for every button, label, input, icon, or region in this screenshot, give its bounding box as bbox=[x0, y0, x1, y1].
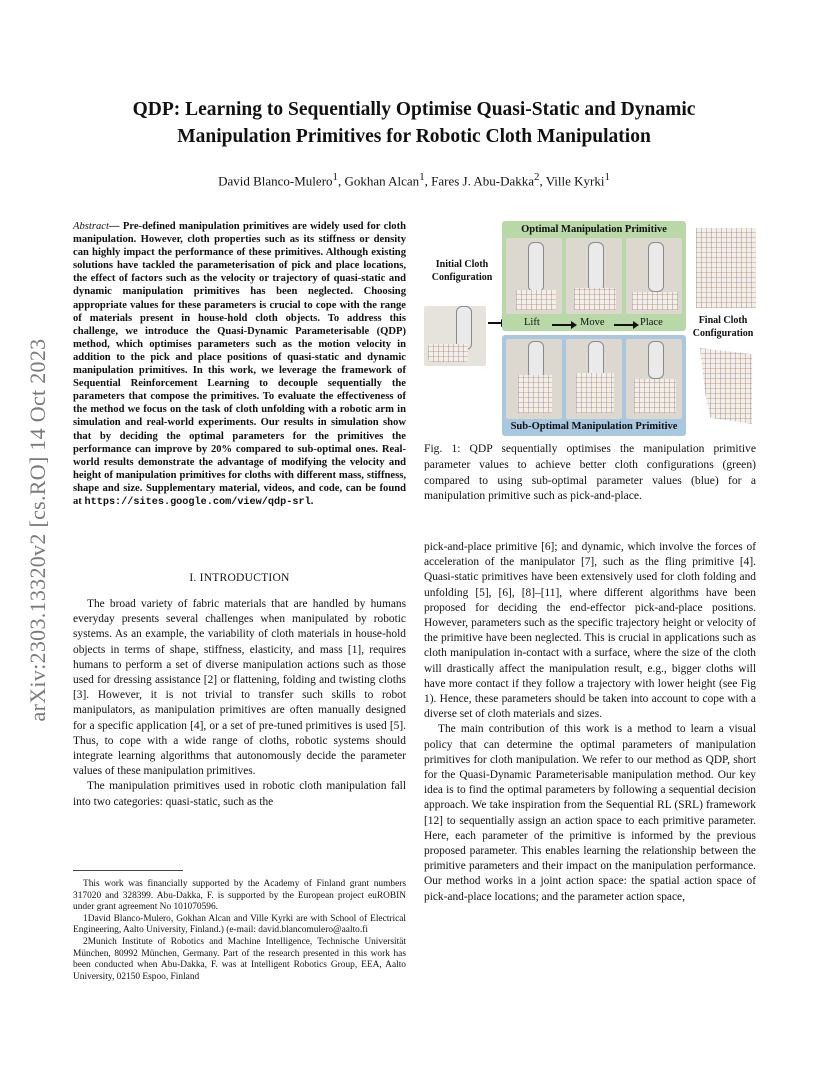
footnote-affiliation-1: 1David Blanco-Mulero, Gokhan Alcan and Ville Kyrki are with School of Electrical Engineering, Aalto University, Finland.) (e-mail: david.blancomulero@aalto.fi bbox=[73, 913, 406, 936]
arrow-icon bbox=[488, 322, 502, 324]
step-move: Move bbox=[580, 317, 605, 328]
arxiv-sidebar bbox=[18, 290, 58, 770]
final-cloth-optimal bbox=[696, 228, 756, 308]
paper-title bbox=[60, 96, 768, 150]
suboptimal-panel bbox=[502, 335, 686, 436]
final-config-label: Final Cloth Configuration bbox=[692, 315, 754, 339]
author-name: Fares J. Abu-Dakka bbox=[431, 173, 535, 189]
optimal-frame-lift bbox=[506, 238, 562, 314]
author-affiliation: 1 bbox=[604, 171, 610, 183]
author-affiliation: 1 bbox=[419, 171, 425, 183]
abstract-lead: Abstract bbox=[73, 221, 109, 232]
footnote-divider bbox=[73, 870, 183, 871]
figure-1-caption: Fig. 1: QDP sequentially optimises the manipulation primitive parameter values to achieve better cloth configurations (green) compared to using sub-optimal parameter values (blue) for a manipulation primitive such as pick-and-place. bbox=[424, 442, 756, 503]
body-paragraph: pick-and-place primitive [6]; and dynamic, which involve the forces of acceleration of the manipulator [7], such as the fling primitive [4]. Quasi-static primitives have been extensively used for cloth folding and unfolding [5], [6], [8]–[11], where different algorithms have been proposed for deciding the end-effector pick-and-place positions. However, parameters such as the specific trajectory height or velocity of the primitive have been neglected. This is crucial in applications such as cloth manipulation in-contact with a surface, where the size of the cloth will drastically affect the manipulation result, e.g., bigger cloths will have more contact if they follow a trajectory with lower height (see Fig 1). Hence, these parameters should be taken into account to cope with a diverse set of cloth materials and sizes. bbox=[424, 541, 756, 721]
optimal-panel bbox=[502, 221, 686, 331]
author-name: David Blanco-Mulero bbox=[218, 173, 333, 189]
suboptimal-frame-lift bbox=[506, 339, 562, 419]
supplementary-link[interactable]: https://sites.google.com/view/qdp-srl bbox=[84, 496, 311, 508]
right-column-text bbox=[424, 540, 756, 905]
abstract: Abstract— Pre-defined manipulation primitives are widely used for cloth manipulation. However, cloth properties such as its stiffness or density can highly impact the performance of these primitives. Although existing solutions have tackled the parameterisation of pick and place locations, the effect of factors such as the velocity or trajectory of quasi-static and dynamic manipulation primitives has been neglected. Choosing appropriate values for these parameters is crucial to cope with the range of materials present in house-hold cloth objects. To address this challenge, we introduce the Quasi-Dynamic Parameterisable (QDP) method, which optimises parameters such as the motion velocity in addition to the pick and place positions of quasi-static and dynamic manipulation primitives. In this work, we leverage the framework of Sequential Reinforcement Learning to decouple sequentially the parameters that compose the primitives. To evaluate the effectiveness of the method we focus on the task of cloth unfolding with a robotic arm in simulation and real-world experiments. Our results in simulation show that by deciding the optimal parameters for the primitives the performance can improve by 20% compared to sub-optimal ones. Real-world results demonstrate the advantage of modifying the velocity and height of manipulation primitives for cloths with different mass, stiffness, shape and size. Supplementary material, videos, and code, can be found at https://sites.google.com/view/qdp-srl. bbox=[73, 221, 406, 508]
intro-paragraph: The manipulation primitives used in robotic cloth manipulation fall into two categories: quasi-static, such as the bbox=[73, 780, 406, 808]
step-lift: Lift bbox=[524, 317, 540, 328]
author-affiliation: 1 bbox=[332, 171, 338, 183]
step-place: Place bbox=[640, 317, 663, 328]
suboptimal-frame-move bbox=[566, 339, 622, 419]
final-cloth-suboptimal bbox=[700, 348, 752, 424]
arxiv-identifier: arXiv:2303.13320v2 [cs.RO] 14 Oct 2023 bbox=[25, 338, 50, 722]
initial-config-photo bbox=[424, 306, 486, 366]
author-name: Gokhan Alcan bbox=[344, 173, 420, 189]
figure-1 bbox=[424, 218, 760, 436]
optimal-panel-title: Optimal Manipulation Primitive bbox=[521, 224, 667, 235]
author-name: Ville Kyrki bbox=[545, 173, 605, 189]
author-affiliation: 2 bbox=[534, 171, 540, 183]
suboptimal-panel-title: Sub-Optimal Manipulation Primitive bbox=[510, 421, 678, 432]
footnotes bbox=[73, 870, 406, 983]
optimal-frame-place bbox=[626, 238, 682, 314]
section-heading-introduction: I. INTRODUCTION bbox=[189, 571, 290, 584]
intro-paragraph: The broad variety of fabric materials that are handled by humans everyday presents several challenges when manipulated by robotic systems. As an example, the variability of cloth materials in house-hold objects in terms of shape, stiffness, elasticity, and mass [1], requires humans to perform a set of diverse manipulation actions such as those used for dressing assistance [2] or flattening, folding and twisting cloths [3]. However, it is not trivial to transfer such skills to robot manipulators, as manipulation primitives are often manually designed for a specific application [4], or a set of pre-tuned primitives is used [5]. Thus, to cope with a wide range of cloths, robotic systems should integrate learning algorithms that autonomously decide the parameter values of these manipulation primitives. bbox=[73, 598, 406, 778]
abstract-body: Pre-defined manipulation primitives are widely used for cloth manipulation. However, cloth properties such as its stiffness or density can highly impact the performance of these primitives. Although existing solutions have tackled the parameterisation of pick and place locations, the effect of factors such as the velocity or trajectory of quasi-static and dynamic manipulation primitives has been neglected. Choosing appropriate values for these parameters is crucial to cope with the range of materials present in house-hold cloth objects. To address this challenge, we introduce the Quasi-Dynamic Parameterisable (QDP) method, which optimises parameters such as the motion velocity in addition to the pick and place positions of quasi-static and dynamic manipulation primitives. In this work, we leverage the framework of Sequential Reinforcement Learning to decouple sequentially the parameters that compose the primitives. To evaluate the effectiveness of the method we focus on the task of cloth unfolding with a robotic arm in simulation and real-world experiments. Our results in simulation show that by deciding the optimal parameters for the primitives the performance can improve by 20% compared to sub-optimal ones. Real-world results demonstrate the advantage of modifying the velocity and height of manipulation primitives for cloths with different mass, stiffness, shape and size. Supplementary material, videos, and code, can be found at bbox=[73, 221, 406, 507]
suboptimal-frame-place bbox=[626, 339, 682, 419]
footnote-affiliation-2: 2Munich Institute of Robotics and Machine Intelligence, Technische Universität München, 80992 München, Germany. Part of the research presented in this work has been conducted when Abu-Dakka, F. was at Intelligent Robotics Group, EEA, Aalto University, 02150 Espoo, Finland bbox=[73, 936, 406, 982]
body-paragraph: The main contribution of this work is a method to learn a visual policy that can determine the optimal parameters of manipulation primitives for cloth manipulation. We refer to our method as QDP, short for the Quasi-Dynamic Parameterisable manipulation method. Our key idea is to find the optimal parameters by following a sequential decision approach. We take inspiration from the Sequential RL (SRL) framework [12] to sequentially assign an action space to each primitive parameter. Here, each parameter of the primitive is informed by the previous proposed parameter. This enables learning the relationship between the primitive parameters and their impact on the manipulation performance. Our method works in a joint action space: the spatial action space of pick-and-place locations; and the parameter action space, bbox=[424, 723, 756, 903]
arrow-icon bbox=[552, 324, 572, 326]
optimal-frame-move bbox=[566, 238, 622, 314]
introduction-text bbox=[73, 597, 406, 810]
author-list: David Blanco-Mulero$^1$, Gokhan Alcan$^1$, Fares J. Abu-Dakka$^2$, Ville Kyrki$^1$ bbox=[218, 171, 610, 189]
title-line-1: QDP: Learning to Sequentially Optimise Quasi-Static and Dynamic bbox=[132, 99, 696, 120]
footnote-funding: This work was financially supported by the Academy of Finland grant numbers 317020 and 328399. Abu-Dakka, F. is supported by the European project euROBIN under grant agreement No 101070596. bbox=[73, 879, 406, 913]
title-line-2: Manipulation Primitives for Robotic Cloth Manipulation bbox=[177, 126, 651, 147]
arrow-icon bbox=[614, 324, 634, 326]
initial-config-label: Initial Cloth Configuration bbox=[431, 259, 493, 283]
